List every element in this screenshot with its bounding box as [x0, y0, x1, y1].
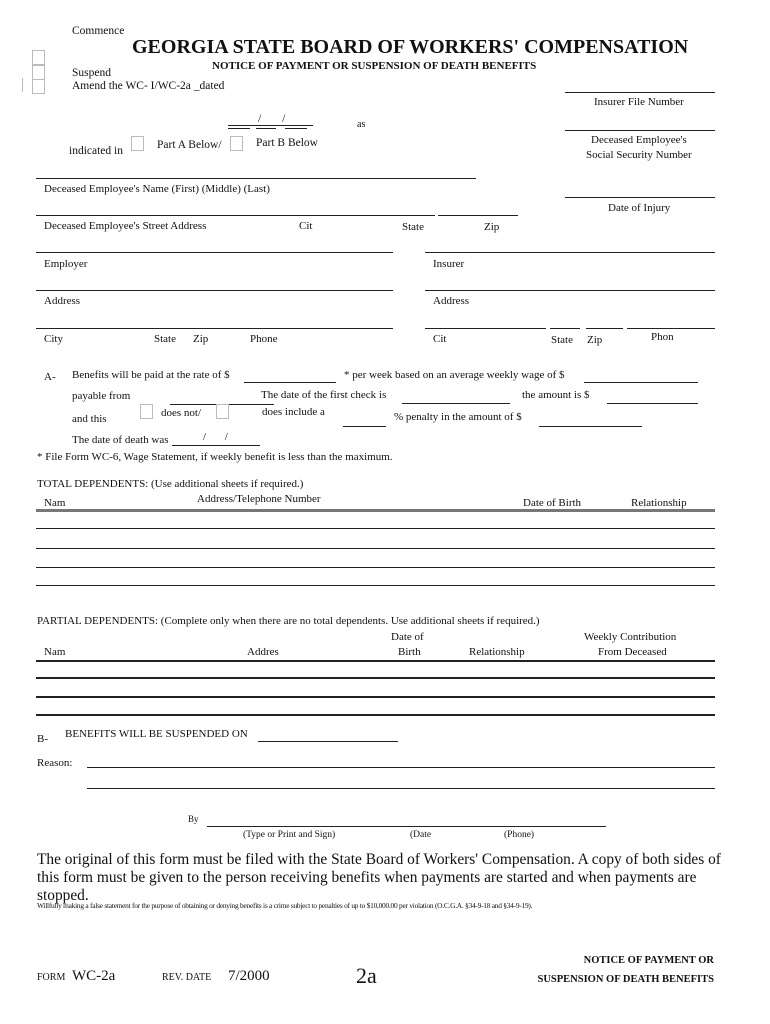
penalty-amount-field[interactable] [539, 426, 642, 427]
date-of-death-slashes: / / [203, 431, 228, 443]
form-number: WC-2a [72, 968, 116, 984]
employer-zip-label: Zip [193, 333, 209, 345]
column-address: Addres [247, 646, 279, 658]
commence-label: Commence [72, 25, 125, 37]
first-check-amount-field[interactable] [607, 403, 698, 404]
footer-title-1: NOTICE OF PAYMENT OR [583, 955, 714, 966]
part-a-checkbox[interactable] [131, 136, 144, 151]
does-include-label: does include a [262, 406, 325, 418]
payable-from-label: payable from [72, 390, 131, 402]
fine-print: Willfully making a false statement for the purpose of obtaining or denying benefits is a crime subject to penalties of up to $10,000.00 per violation (O.C.G.A. §34-9-18 and §34-9-19). [37, 901, 533, 910]
insurer-state-label: State [551, 334, 573, 346]
does-not-checkbox[interactable] [140, 404, 153, 419]
employer-address-label: Address [44, 295, 81, 307]
insurer-address-label: Address [433, 295, 470, 307]
date-label: (Date [410, 830, 432, 840]
date-of-death-label: The date of death was [72, 434, 169, 446]
employee-address-field[interactable] [36, 215, 435, 216]
date-of-injury-label: Date of Injury [608, 202, 671, 214]
wc6-note: * File Form WC-6, Wage Statement, if weekly benefit is less than the maximum. [37, 451, 393, 463]
suspend-checkbox[interactable] [32, 65, 45, 80]
employer-field[interactable] [36, 252, 393, 253]
rate-label: Benefits will be paid at the rate of $ [72, 369, 230, 381]
column-name: Nam [44, 497, 66, 509]
ssn-label-1: Deceased Employee's [591, 134, 687, 146]
partial-dependent-row[interactable] [36, 677, 715, 679]
and-this-label: and this [72, 413, 107, 425]
employer-city-label: City [44, 333, 63, 345]
reason-field-2[interactable] [87, 788, 715, 789]
signature-field[interactable] [207, 826, 606, 827]
first-check-date-field[interactable] [402, 403, 510, 404]
form-title: GEORGIA STATE BOARD OF WORKERS' COMPENSATION [132, 36, 689, 58]
insurer-label: Insurer [433, 258, 465, 270]
ssn-field[interactable] [565, 130, 715, 131]
insurer-phone-field[interactable] [627, 328, 715, 329]
insurer-field[interactable] [425, 252, 715, 253]
date-of-label: Date of [391, 631, 424, 643]
insurer-zip-label: Zip [587, 334, 603, 346]
employee-name-field[interactable] [36, 178, 476, 179]
first-check-label: The date of the first check is [261, 389, 387, 401]
partial-dependent-row[interactable] [36, 714, 715, 716]
employer-label: Employer [44, 258, 88, 270]
employer-address-field[interactable] [36, 290, 393, 291]
column-date-of-birth: Date of Birth [523, 497, 582, 509]
weekly-wage-field[interactable] [584, 382, 698, 383]
date-of-injury-field[interactable] [565, 197, 715, 198]
insurer-phone-label: Phon [651, 331, 674, 343]
insurer-file-number-label: Insurer File Number [594, 96, 684, 108]
employee-name-label: Deceased Employee's Name (First) (Middle) (Last) [44, 183, 270, 195]
margin-mark [22, 78, 23, 92]
footer-title-2: SUSPENSION OF DEATH BENEFITS [537, 974, 714, 985]
column-name: Nam [44, 646, 66, 658]
table-header-rule [36, 509, 715, 512]
dependent-row[interactable] [36, 567, 715, 568]
as-label: as [357, 119, 366, 130]
page-code: 2a [356, 963, 377, 988]
does-include-checkbox[interactable] [216, 404, 229, 419]
weekly-contribution-label: Weekly Contribution [584, 631, 677, 643]
part-b-label: Part B Below [256, 137, 318, 149]
amend-date-slashes: / / [258, 113, 286, 125]
insurer-city-field[interactable] [425, 328, 546, 329]
employee-city-label: Cit [299, 220, 313, 232]
indicated-in-label: indicated in [69, 145, 123, 157]
insurer-zip-field[interactable] [586, 328, 623, 329]
rev-date: 7/2000 [228, 968, 270, 984]
does-not-label: does not/ [161, 407, 202, 419]
dependent-row[interactable] [36, 528, 715, 529]
insurer-address-field[interactable] [425, 290, 715, 291]
table-header-rule [36, 660, 715, 662]
penalty-percent-field[interactable] [343, 426, 386, 427]
phone-label: (Phone) [504, 830, 535, 840]
per-week-label: * per week based on an average weekly wage of $ [344, 369, 565, 381]
date-of-death-field[interactable] [172, 445, 260, 446]
column-birth: Birth [398, 646, 421, 658]
commence-checkbox[interactable] [32, 50, 45, 65]
dependent-row[interactable] [36, 585, 715, 586]
employee-street-label: Deceased Employee's Street Address [44, 220, 207, 232]
suspended-on-field[interactable] [258, 741, 398, 742]
employee-state-label: State [402, 221, 424, 233]
employer-city-field[interactable] [36, 328, 393, 329]
employee-zip-field[interactable] [438, 215, 518, 216]
insurer-city-label: Cit [433, 333, 447, 345]
amend-checkbox[interactable] [32, 79, 45, 94]
column-address-phone: Address/Telephone Number [197, 493, 321, 505]
reason-field-1[interactable] [87, 767, 715, 768]
date-underline [228, 128, 250, 129]
date-underline [256, 128, 276, 129]
amend-label: Amend the WC- I/WC-2a _dated [72, 80, 225, 92]
dependent-row[interactable] [36, 548, 715, 549]
by-label: By [188, 814, 199, 824]
penalty-label: % penalty in the amount of $ [394, 411, 522, 423]
partial-dependent-row[interactable] [36, 696, 715, 698]
filing-notice: The original of this form must be filed with the State Board of Workers' Compensation. A copy of both sides of this form must be given to the person receiving benefits when payments are started and when payments are stopped. [37, 851, 721, 904]
part-a-label: Part A Below/ [157, 139, 222, 151]
employer-phone-label: Phone [250, 333, 278, 345]
employer-state-label: State [154, 333, 176, 345]
insurer-state-field[interactable] [550, 328, 580, 329]
insurer-file-number-field[interactable] [565, 92, 715, 93]
amend-date-line[interactable] [228, 125, 313, 126]
employee-zip-label: Zip [484, 221, 500, 233]
date-underline [285, 128, 307, 129]
part-b-checkbox[interactable] [230, 136, 243, 151]
part-b-marker: B- [37, 733, 48, 745]
rev-label: REV. DATE [162, 972, 212, 983]
column-relationship: Relationship [631, 497, 687, 509]
partial-dependents-heading: PARTIAL DEPENDENTS: (Complete only when there are no total dependents. Use additional sheets if required.) [37, 615, 540, 627]
total-dependents-heading: TOTAL DEPENDENTS: (Use additional sheets if required.) [37, 478, 304, 490]
type-or-print-label: (Type or Print and Sign) [243, 830, 336, 840]
reason-label: Reason: [37, 757, 73, 769]
column-relationship: Relationship [469, 646, 525, 658]
part-a-marker: A- [44, 371, 56, 383]
rate-field[interactable] [244, 382, 336, 383]
amount-is-label: the amount is $ [522, 389, 590, 401]
suspend-label: Suspend [72, 67, 111, 79]
form-label: FORM [37, 972, 66, 983]
ssn-label-2: Social Security Number [586, 149, 692, 161]
column-from-deceased: From Deceased [598, 646, 667, 658]
suspended-on-label: BENEFITS WILL BE SUSPENDED ON [65, 728, 248, 740]
form-subtitle: NOTICE OF PAYMENT OR SUSPENSION OF DEATH BENEFITS [212, 60, 537, 72]
